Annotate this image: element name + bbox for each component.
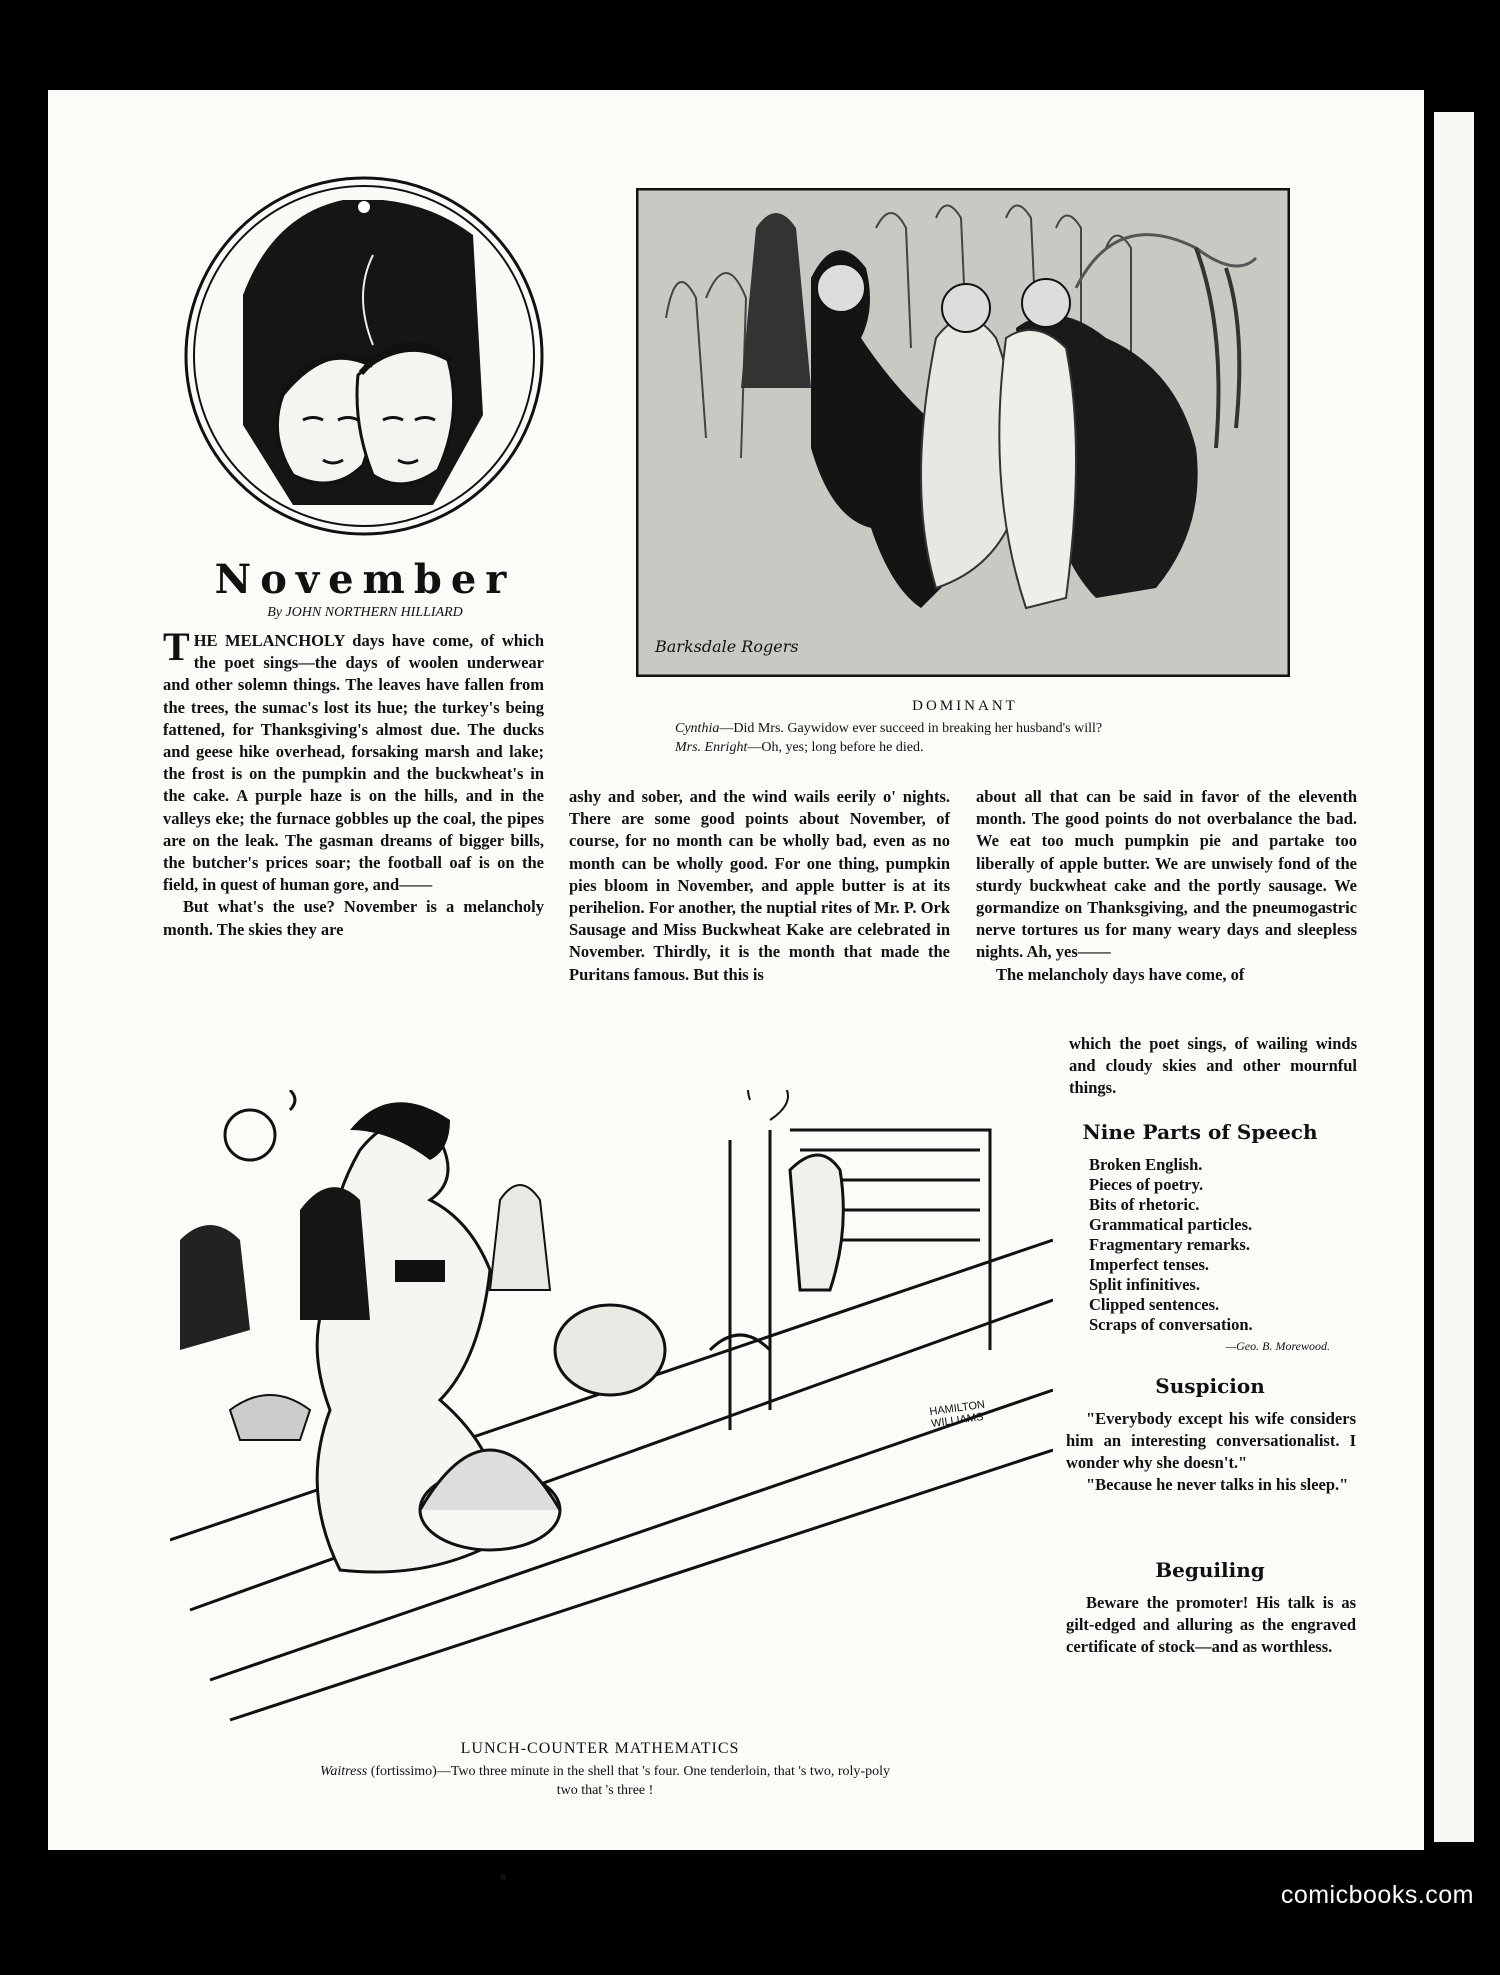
speech-item: Scraps of conversation. (1089, 1315, 1253, 1334)
dominant-caption (640, 719, 1290, 757)
speech-list (1089, 1155, 1253, 1335)
speech-item: Clipped sentences. (1089, 1295, 1220, 1314)
article-paragraph-2: But what's the use? November is a melancholy month. The skies they are (163, 897, 544, 939)
suspicion-heading: Suspicion (1155, 1374, 1265, 1398)
article-column-1 (163, 624, 544, 941)
article-column-3 (976, 786, 1357, 986)
dominant-cartoon-illustration (636, 188, 1290, 677)
site-watermark: comicbooks.com (1280, 1881, 1474, 1909)
lunch-counter-cartoon-illustration (170, 1090, 1053, 1975)
suspicion-paragraph-1: "Everybody except his wife considers him an interesting conversationalist. I wonder why she doesn't." (1066, 1409, 1356, 1472)
page-dot (500, 1874, 506, 1880)
speech-attribution: —Geo. B. Morewood. (1225, 1339, 1330, 1353)
article-column-2 (569, 786, 950, 986)
article-paragraph-4: about all that can be said in favor of the eleventh month. The good points do not overbalance the bad. We eat too much pumpkin pie and partake too liberally of apple butter. We are unwisely fond of the sturdy buckwheat cake and the portly sausage. We gormandize on Thanksgiving, and the pneumogastric nerve tortures us for many weary days and sleepless nights. Ah, yes—— (976, 787, 1357, 962)
dominant-caption-line-1: Cynthia—Did Mrs. Gaywidow ever succeed in breaking her husband's will? (675, 721, 1103, 736)
lunch-caption-title: LUNCH-COUNTER MATHEMATICS (460, 1740, 740, 1757)
lunch-caption (200, 1762, 1010, 1800)
beguiling-heading: Beguiling (1155, 1558, 1265, 1582)
speech-item: Pieces of poetry. (1089, 1175, 1204, 1194)
article-paragraph-1: THE MELANCHOLY days have come, of which the poet sings—the days of woolen underwear and other solemn things. The leaves have fallen from the trees, the sumac's lost its hue; the turkey's being fattened, for Thanksgiving's almost due. The ducks and geese hike overhead, forsaking marsh and lake; the frost is on the pumpkin and the buckwheat's in the cake. A purple haze is on the hills, and in the valleys eke; the furnace gobbles up the coal, the pipes are on the leak. The gasman dreams of bigger bills, the butcher's prices soar; the football oaf is on the field, in quest of human gore, and—— (163, 624, 544, 895)
suspicion-paragraph-2: "Because he never talks in his sleep." (1086, 1475, 1349, 1494)
article-paragraph-3: ashy and sober, and the wind wails eerily o' nights. There are some good points about November, of course, for no month can be wholly bad, even as no month can be wholly good. For one thing, pumpkin pies bloom in November, and apple butter is at its perihelion. For another, the nuptial rites of Mr. P. Ork Sausage and Miss Buckwheat Kake are celebrated in November. Thirdly, it is the month that made the Puritans famous. But this is (569, 787, 950, 984)
lunch-caption-line-2: two that 's three ! (556, 1783, 654, 1798)
beguiling-body (1066, 1592, 1356, 1658)
lunch-caption-line-1: Waitress (fortissimo)—Two three minute in the shell that 's four. One tenderloin, that 's two, roly-poly (320, 1764, 890, 1779)
speech-item: Fragmentary remarks. (1089, 1235, 1250, 1254)
drop-cap: T (163, 624, 190, 669)
speech-item: Bits of rhetoric. (1089, 1195, 1200, 1214)
speech-item: Broken English. (1089, 1155, 1203, 1174)
article-title: November (214, 556, 516, 603)
portrait-vignette-illustration (183, 175, 545, 537)
speech-item: Grammatical particles. (1089, 1215, 1253, 1234)
dominant-artist-signature: Barksdale Rogers (655, 637, 799, 656)
speech-item: Imperfect tenses. (1089, 1255, 1210, 1274)
article-closing-line: The melancholy days have come, of (996, 964, 1245, 984)
speech-item: Split infinitives. (1089, 1275, 1200, 1294)
lunch-artist-signature: HAMILTON WILLIAMS (928, 1398, 986, 1431)
suspicion-body (1066, 1408, 1356, 1496)
article-byline: By JOHN NORTHERN HILLIARD (267, 605, 463, 620)
facing-page-edge (1434, 112, 1474, 1842)
article-closing-continuation: which the poet sings, of wailing winds and cloudy skies and other mournful things. (1069, 1034, 1357, 1098)
beguiling-paragraph: Beware the promoter! His talk is as gilt-edged and alluring as the engraved certificate of stock—and as worthless. (1066, 1593, 1356, 1656)
speech-heading: Nine Parts of Speech (1082, 1120, 1318, 1144)
dominant-caption-title: DOMINANT (912, 698, 1018, 714)
dominant-caption-line-2: Mrs. Enright—Oh, yes; long before he died. (675, 740, 924, 755)
